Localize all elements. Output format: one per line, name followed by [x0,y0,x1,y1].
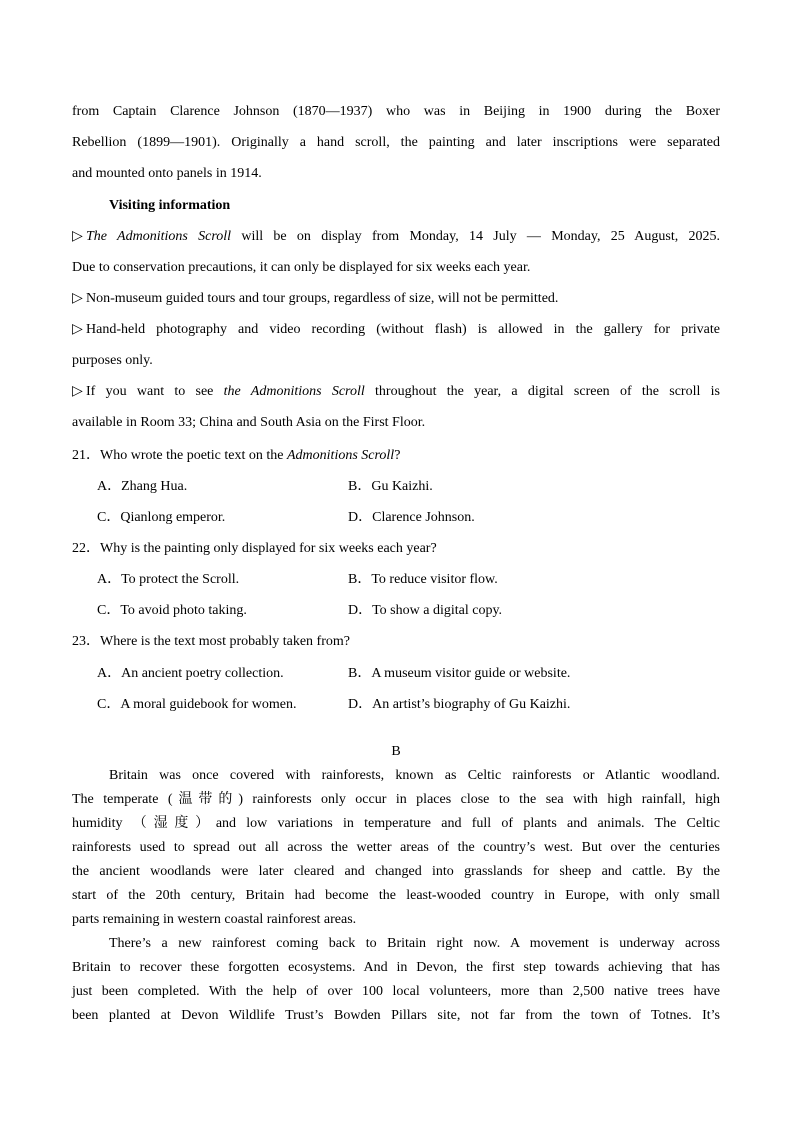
option-d[interactable]: D．Clarence Johnson. [348,510,475,525]
paragraph-line: the ancient woodlands were later cleared and changed into grasslands for sheep and cattle. By the [72,864,720,879]
bullet-item: ▷ Non-museum guided tours and tour groups, regardless of size, will not be permitted. [72,289,720,309]
bullet-continuation: available in Room 33; China and South Asia on the First Floor. [72,415,426,430]
bullet-item: ▷ Hand-held photography and video recording (without flash) is allowed in the gallery for private [72,320,720,340]
section-letter: B [391,744,401,759]
question-stem: 23．Where is the text most probably taken from? [72,634,350,649]
paragraph-line: There’s a new rainforest coming back to Britain right now. A movement is underway across [109,936,720,951]
bullet-item: ▷ The Admonitions Scroll will be on display from Monday, 14 July — Monday, 25 August, 2025. [72,227,720,247]
paragraph-line: parts remaining in western coastal rainforest areas. [72,912,357,927]
option-c[interactable]: C．To avoid photo taking. [97,603,247,618]
intro-line: from Captain Clarence Johnson (1870—1937) who was in Beijing in 1900 during the Boxer [72,104,720,119]
intro-line: and mounted onto panels in 1914. [72,166,262,181]
option-a[interactable]: A．To protect the Scroll. [97,572,240,587]
option-d[interactable]: D．An artist’s biography of Gu Kaizhi. [348,697,571,712]
section-heading: Visiting information [109,198,231,213]
triangle-bullet-icon: ▷ [72,322,83,337]
option-b[interactable]: B．A museum visitor guide or website. [348,666,571,681]
option-b[interactable]: B．Gu Kaizhi. [348,479,433,494]
paragraph-line: The temperate (温带的) rainforests only occur in places close to the sea with high rainfall, high [72,792,720,807]
question-stem: 21．Who wrote the poetic text on the Admonitions Scroll? [72,448,401,463]
paragraph-line: Britain to recover these forgotten ecosystems. And in Devon, the first step towards achieving that has [72,960,720,975]
paragraph-line: just been completed. With the help of over 100 local volunteers, more than 2,500 native trees have [72,984,720,999]
intro-line: Rebellion (1899—1901). Originally a hand scroll, the painting and later inscriptions were separated [72,135,720,150]
bullet-continuation: Due to conservation precautions, it can only be displayed for six weeks each year. [72,260,531,275]
option-a[interactable]: A．An ancient poetry collection. [97,666,284,681]
bullet-item: ▷ If you want to see the Admonitions Scroll throughout the year, a digital screen of the scroll is [72,382,720,402]
question-stem: 22．Why is the painting only displayed for six weeks each year? [72,541,437,556]
paragraph-line: been planted at Devon Wildlife Trust’s Bowden Pillars site, not far from the town of Totnes. It’s [72,1008,720,1023]
option-c[interactable]: C．Qianlong emperor. [97,510,226,525]
paragraph-line: start of the 20th century, Britain had become the least-wooded country in Europe, with only small [72,888,720,903]
triangle-bullet-icon: ▷ [72,229,83,244]
option-b[interactable]: B．To reduce visitor flow. [348,572,498,587]
paragraph-line: rainforests used to spread out all across the wetter areas of the country’s west. But over the centuries [72,840,720,855]
triangle-bullet-icon: ▷ [72,291,83,306]
bullet-continuation: purposes only. [72,353,153,368]
triangle-bullet-icon: ▷ [72,384,83,399]
paragraph-line: Britain was once covered with rainforests, known as Celtic rainforests or Atlantic woodland. [109,768,720,783]
paragraph-line: humidity （湿度）and low variations in temperature and full of plants and animals. The Celtic [72,816,720,831]
scroll-title: The Admonitions Scroll [86,229,232,244]
option-c[interactable]: C．A moral guidebook for women. [97,697,297,712]
option-d[interactable]: D．To show a digital copy. [348,603,503,618]
option-a[interactable]: A．Zhang Hua. [97,479,188,494]
